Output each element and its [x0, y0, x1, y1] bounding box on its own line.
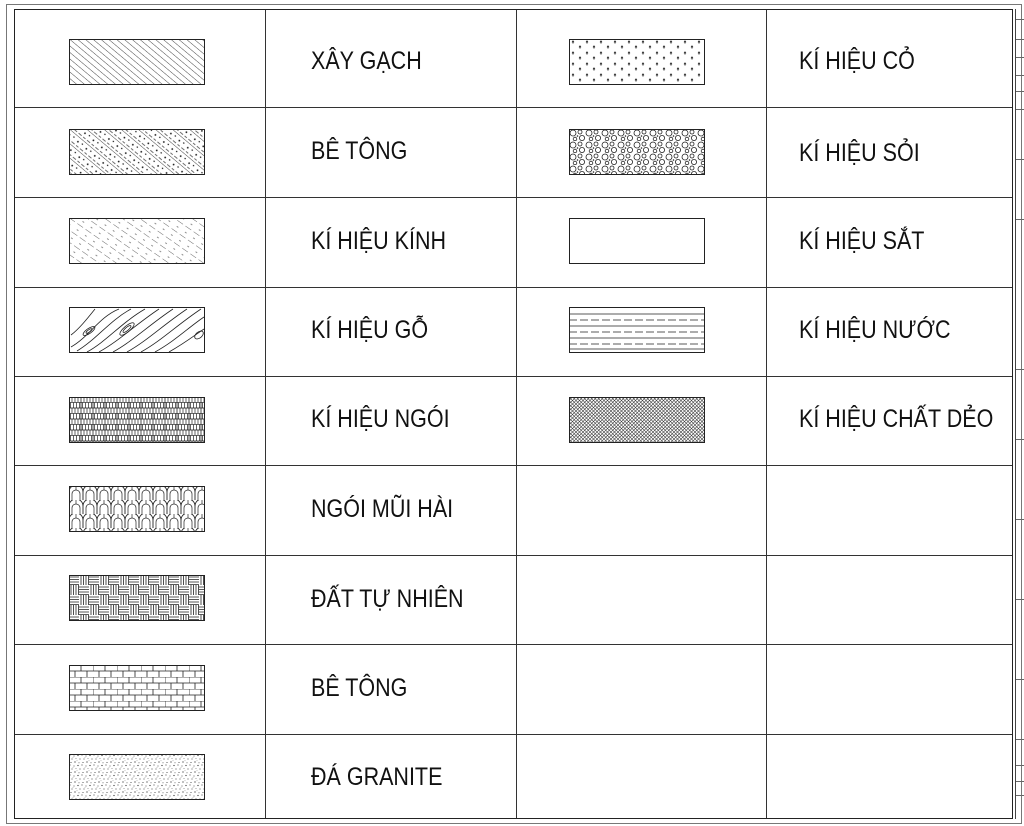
title-block-tick [1016, 599, 1024, 600]
title-block-tick [1016, 781, 1024, 782]
diagonal-hatch-icon [69, 39, 205, 85]
glass-hatch-icon [69, 218, 205, 264]
concrete-hatch-icon [69, 129, 205, 175]
title-block-tick [1016, 75, 1024, 76]
title-block-tick [1016, 439, 1024, 440]
title-block-tick [1016, 109, 1024, 110]
row-divider [15, 376, 1012, 377]
label-xay-gach: XÂY GẠCH [311, 47, 422, 75]
granite-stipple-icon [69, 754, 205, 800]
label-ki-hieu-ngoi: KÍ HIỆU NGÓI [311, 405, 450, 433]
title-block-tick [1016, 765, 1024, 766]
label-ki-hieu-kinh: KÍ HIỆU KÍNH [311, 227, 447, 255]
label-ngoi-mui-hai: NGÓI MŨI HÀI [311, 495, 454, 523]
legend-table [14, 9, 1013, 819]
label-dat-tu-nhien: ĐẤT TỰ NHIÊN [311, 585, 464, 613]
steel-empty-icon [569, 218, 705, 264]
title-block-tick [1016, 57, 1024, 58]
title-block-strip [1015, 9, 1024, 819]
label-ki-hieu-soi: KÍ HIỆU SỎI [799, 139, 920, 167]
label-ki-hieu-go: KÍ HIỆU GỖ [311, 316, 429, 344]
grass-cross-icon [569, 39, 705, 85]
column-divider [516, 10, 517, 818]
label-da-granite: ĐÁ GRANITE [311, 763, 443, 791]
title-block-tick [1016, 19, 1024, 20]
title-block-tick [1016, 739, 1024, 740]
title-block-tick [1016, 91, 1024, 92]
gravel-circles-icon [569, 129, 705, 175]
label-be-tong: BÊ TÔNG [311, 137, 408, 165]
roof-tile-icon [69, 397, 205, 443]
parquet-earth-icon [69, 575, 205, 621]
title-block-tick [1016, 219, 1024, 220]
row-divider [15, 555, 1012, 556]
title-block-tick [1016, 369, 1024, 370]
scallop-tile-icon [69, 486, 205, 532]
row-divider [15, 197, 1012, 198]
title-block-tick [1016, 795, 1024, 796]
column-divider [265, 10, 266, 818]
wood-grain-icon [69, 307, 205, 353]
water-lines-icon [569, 307, 705, 353]
label-ki-hieu-nuoc: KÍ HIỆU NƯỚC [799, 316, 951, 344]
brick-bond-icon [69, 665, 205, 711]
row-divider [15, 734, 1012, 735]
row-divider [15, 644, 1012, 645]
row-divider [15, 287, 1012, 288]
title-block-tick [1016, 159, 1024, 160]
row-divider [15, 465, 1012, 466]
column-divider [766, 10, 767, 818]
label-be-tong-2: BÊ TÔNG [311, 674, 408, 702]
label-ki-hieu-sat: KÍ HIỆU SẮT [799, 227, 925, 255]
title-block-tick [1016, 39, 1024, 40]
row-divider [15, 107, 1012, 108]
title-block-tick [1016, 679, 1024, 680]
label-ki-hieu-co: KÍ HIỆU CỎ [799, 47, 915, 75]
plastic-crosshatch-icon [569, 397, 705, 443]
title-block-tick [1016, 519, 1024, 520]
label-ki-hieu-chat-deo: KÍ HIỆU CHẤT DẺO [799, 405, 994, 433]
